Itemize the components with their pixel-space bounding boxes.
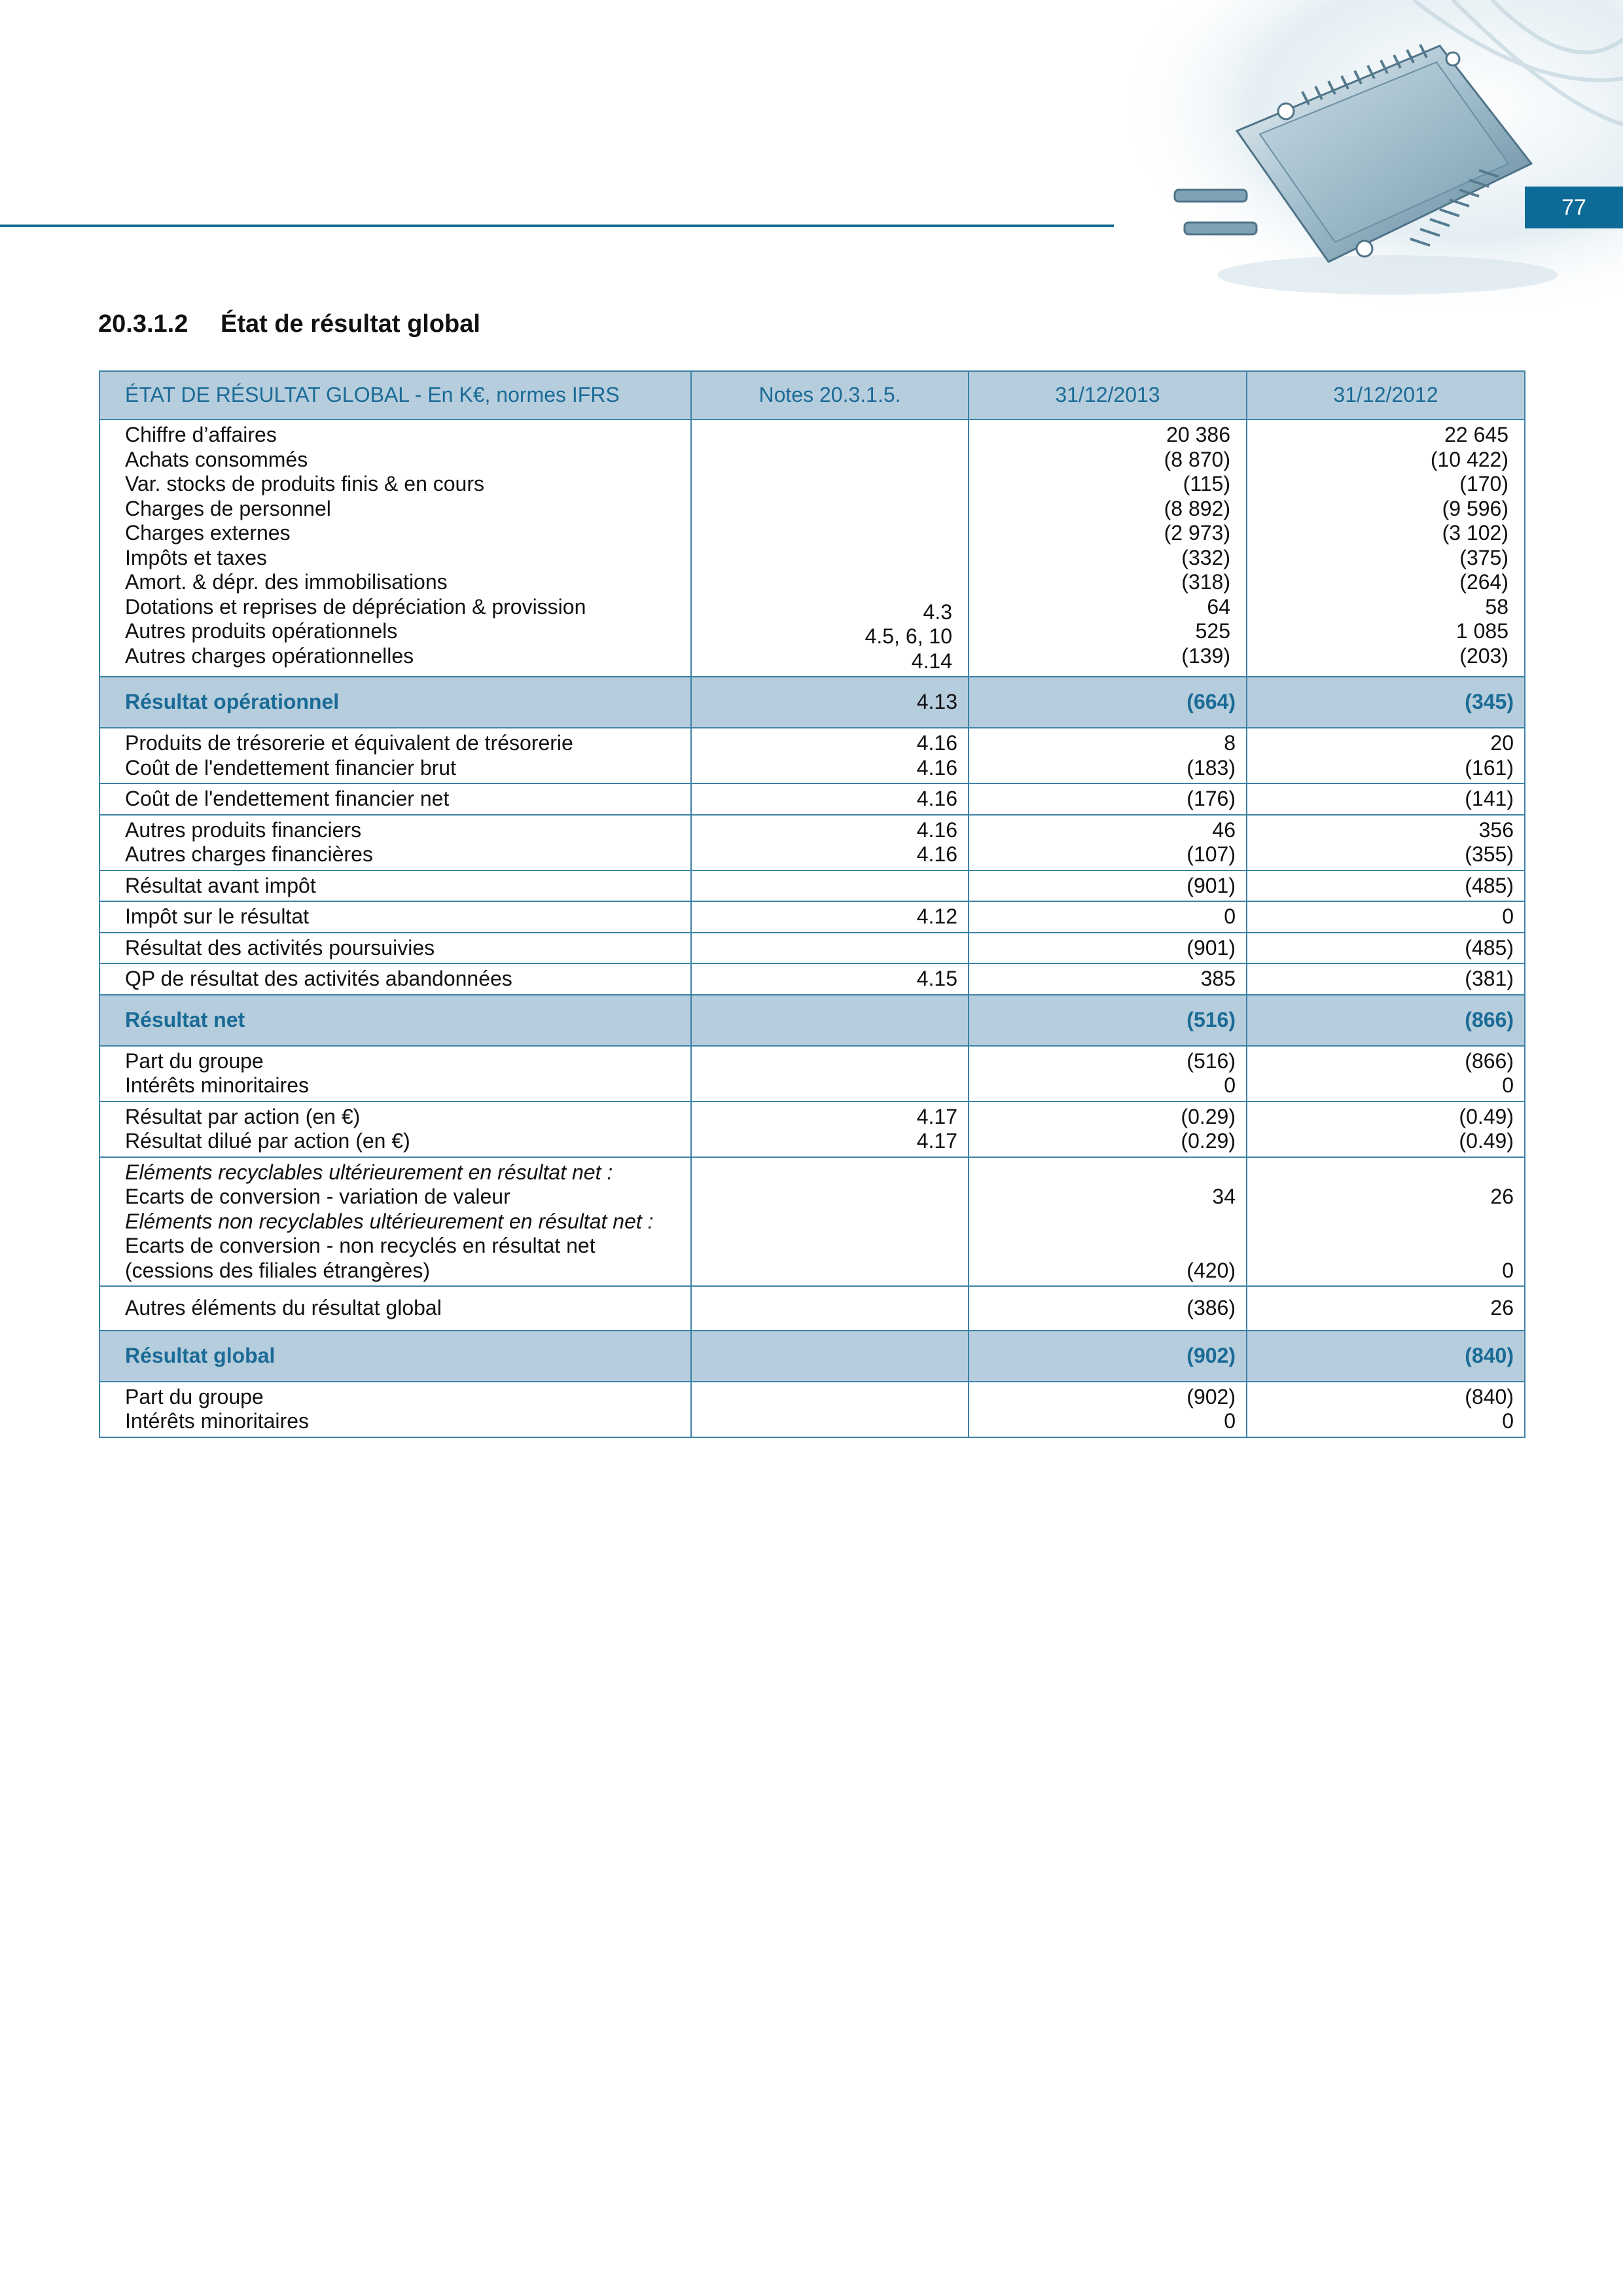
value-2013: 0	[1224, 1409, 1236, 1433]
row-label: Var. stocks de produits finis & en cours	[125, 472, 484, 495]
row-note: 4.16	[916, 842, 957, 866]
value-2013: (332)	[1181, 545, 1230, 569]
value-2012: (866)	[1465, 1049, 1514, 1073]
row-note	[691, 1286, 969, 1331]
row-label: Coût de l'endettement financier brut	[125, 755, 456, 780]
value-2013: (902)	[969, 1331, 1247, 1382]
row-note	[702, 472, 952, 497]
value-2012: (3 102)	[1442, 521, 1508, 545]
labels-cell	[99, 1382, 691, 1437]
values-2013-cell	[969, 1382, 1247, 1437]
labels-cell	[99, 815, 691, 870]
row-label: Résultat net	[99, 995, 691, 1046]
row-label: Charges de personnel	[125, 496, 331, 520]
values-2013-cell	[969, 1157, 1247, 1287]
notes-cell	[691, 815, 969, 870]
header-2013: 31/12/2013	[969, 371, 1247, 420]
notes-cell	[691, 1157, 969, 1287]
values-2012-cell	[1247, 815, 1525, 870]
value-2013: (664)	[969, 677, 1247, 728]
value-2012: 356	[1478, 817, 1514, 842]
table-row-par-action	[99, 1102, 1525, 1157]
value-2013: 525	[1195, 619, 1230, 643]
row-label: Ecarts de conversion - variation de valeur	[125, 1185, 510, 1208]
table-row-poursuivies	[99, 933, 1525, 964]
non-recyclables-heading: Eléments non recyclables ultérieurement en résultat net :	[125, 1209, 654, 1233]
value-2012: (375)	[1459, 545, 1508, 569]
labels-cell	[99, 1046, 691, 1102]
row-note: 4.3	[923, 600, 952, 624]
section-title-text: État de résultat global	[221, 310, 480, 338]
value-2013: (107)	[1186, 842, 1236, 866]
values-2012-cell	[1247, 1382, 1525, 1437]
labels-cell	[99, 728, 691, 783]
value-2012: (0.49)	[1459, 1129, 1514, 1153]
row-label: Résultat dilué par action (en €)	[125, 1129, 410, 1153]
value-2012: 26	[1490, 1185, 1514, 1208]
value-2012: (381)	[1247, 963, 1525, 995]
row-label: Intérêts minoritaires	[125, 1073, 309, 1097]
row-label: Autres produits financiers	[125, 817, 362, 842]
row-note	[702, 570, 952, 595]
table-row-resultat-global	[99, 1331, 1525, 1382]
value-2013: 34	[1212, 1185, 1236, 1208]
table-row-impot	[99, 901, 1525, 933]
table-row-operating	[99, 420, 1525, 677]
notes-cell	[691, 1102, 969, 1157]
value-2012: 20	[1490, 731, 1514, 755]
header-statement: ÉTAT DE RÉSULTAT GLOBAL - En K€, normes IFRS	[99, 371, 691, 420]
row-note	[702, 521, 952, 546]
header-notes: Notes 20.3.1.5.	[691, 371, 969, 420]
row-label: Autres charges opérationnelles	[125, 643, 414, 668]
row-label: Autres charges financières	[125, 842, 373, 866]
values-2012-cell	[1247, 1102, 1525, 1157]
row-note: 4.17	[916, 1129, 957, 1153]
table-row-tresorerie	[99, 728, 1525, 783]
table-header-row	[99, 371, 1525, 420]
value-2013: (516)	[1186, 1049, 1236, 1073]
value-2013: (901)	[969, 933, 1247, 964]
notes-cell	[691, 728, 969, 783]
values-2013-cell	[969, 1046, 1247, 1102]
values-2013-cell	[969, 1102, 1247, 1157]
notes-cell	[691, 1382, 969, 1437]
row-label: Résultat des activités poursuivies	[99, 933, 691, 964]
value-2012: 0	[1502, 1073, 1514, 1097]
page-number: 77	[1525, 187, 1623, 228]
row-note	[691, 870, 969, 902]
labels-cell	[99, 420, 691, 677]
row-note: 4.13	[691, 677, 969, 728]
value-2013: (139)	[1181, 643, 1230, 668]
row-label: Résultat avant impôt	[99, 870, 691, 902]
row-note: 4.16	[916, 755, 957, 780]
value-2012: (161)	[1465, 755, 1514, 780]
value-2012: 0	[1247, 901, 1525, 933]
section-number: 20.3.1.2	[98, 310, 188, 338]
row-label: Autres produits opérationnels	[125, 619, 398, 643]
table-row-autres-elements	[99, 1286, 1525, 1331]
row-label: Dotations et reprises de dépréciation & provission	[125, 594, 586, 619]
value-2012: 1 085	[1455, 619, 1508, 643]
row-label: Autres éléments du résultat global	[99, 1286, 691, 1331]
value-2012: (840)	[1247, 1331, 1525, 1382]
table-row-part-net	[99, 1046, 1525, 1102]
row-label: Part du groupe	[125, 1049, 264, 1073]
row-note: 4.15	[691, 963, 969, 995]
table-row-autres-financiers	[99, 815, 1525, 870]
value-2013: (176)	[969, 783, 1247, 815]
value-2012: 0	[1502, 1409, 1514, 1433]
value-2013: (2 973)	[1164, 521, 1230, 545]
table-row-resultat-operationnel	[99, 677, 1525, 728]
table-row-abandonnees	[99, 963, 1525, 995]
value-2013: (0.29)	[1181, 1129, 1236, 1153]
header-2012: 31/12/2012	[1247, 371, 1525, 420]
row-label: Impôts et taxes	[125, 545, 267, 569]
row-label: Résultat par action (en €)	[125, 1104, 361, 1128]
value-2012: 58	[1485, 594, 1508, 619]
row-note: 4.14	[911, 649, 952, 673]
value-2012: (840)	[1465, 1384, 1514, 1408]
value-2012: (485)	[1247, 870, 1525, 902]
value-2013: 0	[1224, 1073, 1236, 1097]
values-2012-cell	[1247, 728, 1525, 783]
value-2013: (8 870)	[1164, 447, 1230, 471]
row-note: 4.16	[691, 783, 969, 815]
table-row-avant-impot	[99, 870, 1525, 902]
row-note	[691, 933, 969, 964]
value-2013: (8 892)	[1164, 496, 1230, 520]
row-label: Résultat global	[99, 1331, 691, 1382]
value-2012: (0.49)	[1459, 1104, 1514, 1128]
row-note	[702, 546, 952, 571]
row-label: Part du groupe	[125, 1384, 264, 1408]
row-note: 4.16	[916, 731, 957, 755]
row-label: Intérêts minoritaires	[125, 1409, 309, 1433]
row-label: Produits de trésorerie et équivalent de trésorerie	[125, 731, 573, 755]
values-2013-cell	[969, 420, 1247, 677]
table-row-cout-net	[99, 783, 1525, 815]
row-note	[691, 1331, 969, 1382]
value-2013: 20 386	[1166, 423, 1230, 446]
section-title	[98, 310, 480, 338]
row-label: Ecarts de conversion - non recyclés en résultat net	[125, 1234, 596, 1257]
values-2013-cell	[969, 728, 1247, 783]
row-note	[702, 497, 952, 522]
value-2012: (866)	[1247, 995, 1525, 1046]
value-2013: (183)	[1186, 755, 1236, 780]
value-2013: (115)	[1183, 472, 1230, 495]
values-2012-cell	[1247, 1046, 1525, 1102]
value-2012: 0	[1502, 1258, 1514, 1282]
recyclables-heading: Eléments recyclables ultérieurement en résultat net :	[125, 1160, 613, 1184]
row-label: Chiffre d’affaires	[125, 423, 277, 446]
row-note: 4.12	[691, 901, 969, 933]
value-2012: (141)	[1247, 783, 1525, 815]
value-2012: (10 422)	[1430, 447, 1508, 471]
row-label: (cessions des filiales étrangères)	[125, 1258, 430, 1282]
table-row-part-global	[99, 1382, 1525, 1437]
values-2013-cell	[969, 815, 1247, 870]
value-2013: 0	[969, 901, 1247, 933]
product-image	[1113, 0, 1623, 308]
row-note: 4.17	[916, 1104, 957, 1128]
row-label: Achats consommés	[125, 447, 308, 471]
row-label: Impôt sur le résultat	[99, 901, 691, 933]
value-2012: (355)	[1465, 842, 1514, 866]
value-2012: (264)	[1459, 570, 1508, 594]
table-row-elements-oci	[99, 1157, 1525, 1287]
row-note	[691, 995, 969, 1046]
value-2013: 46	[1212, 817, 1236, 842]
labels-cell	[99, 1102, 691, 1157]
values-2012-cell	[1247, 1157, 1525, 1287]
value-2013: (318)	[1181, 570, 1230, 594]
row-label: Amort. & dépr. des immobilisations	[125, 570, 448, 594]
values-2012-cell	[1247, 420, 1525, 677]
value-2013: (386)	[969, 1286, 1247, 1331]
table-row-resultat-net	[99, 995, 1525, 1046]
value-2012: (203)	[1459, 643, 1508, 668]
value-2013: 8	[1224, 731, 1236, 755]
value-2013: (901)	[969, 870, 1247, 902]
value-2012: 22 645	[1444, 423, 1508, 446]
row-note: 4.5, 6, 10	[865, 624, 952, 648]
row-note	[702, 448, 952, 473]
value-2013: 385	[969, 963, 1247, 995]
row-label: Coût de l'endettement financier net	[99, 783, 691, 815]
labels-cell	[99, 1157, 691, 1287]
value-2012: (170)	[1459, 472, 1508, 495]
row-label: Résultat opérationnel	[99, 677, 691, 728]
income-statement-table	[99, 370, 1525, 1438]
value-2013: (0.29)	[1181, 1104, 1236, 1128]
row-note: 4.16	[916, 817, 957, 842]
value-2012: (345)	[1247, 677, 1525, 728]
value-2013: (516)	[969, 995, 1247, 1046]
value-2013: (902)	[1186, 1384, 1236, 1408]
value-2013: (420)	[1186, 1258, 1236, 1282]
row-note	[702, 423, 952, 448]
value-2012: (485)	[1247, 933, 1525, 964]
notes-cell	[691, 420, 969, 677]
value-2013: 64	[1207, 594, 1230, 619]
value-2012: (9 596)	[1442, 496, 1508, 520]
header-rule	[0, 224, 1114, 227]
value-2012: 26	[1247, 1286, 1525, 1331]
notes-cell	[691, 1046, 969, 1102]
row-label: Charges externes	[125, 521, 291, 545]
row-label: QP de résultat des activités abandonnées	[99, 963, 691, 995]
